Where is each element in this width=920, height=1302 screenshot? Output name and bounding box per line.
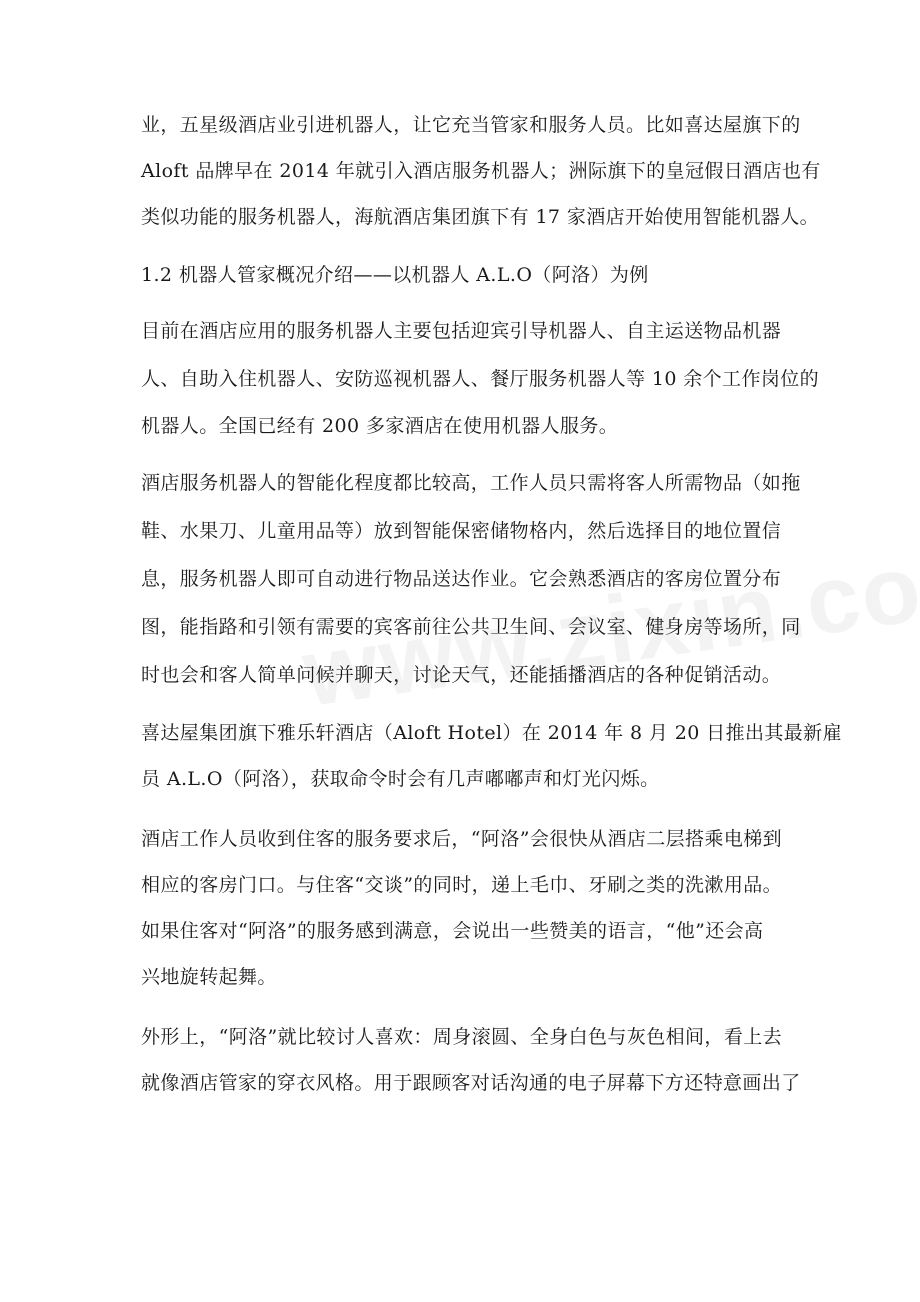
body-text-line: 机器人。全国已经有 200 多家酒店在使用机器人服务。 [141, 415, 619, 437]
body-text-line: 人、自助入住机器人、安防巡视机器人、餐厅服务机器人等 10 余个工作岗位的 [141, 368, 820, 390]
body-text-line: 相应的客房门口。与住客“交谈”的同时，递上毛巾、牙刷之类的洗漱用品。 [141, 874, 783, 896]
body-text-line: 时也会和客人简单问候并聊天，讨论天气，还能插播酒店的各种促销活动。 [141, 664, 782, 686]
body-text-line: 息，服务机器人即可自动进行物品送达作业。它会熟悉酒店的客房位置分布 [141, 568, 782, 590]
body-text-line: 就像酒店管家的穿衣风格。用于跟顾客对话沟通的电子屏幕下方还特意画出了 [141, 1072, 801, 1094]
body-text-line: 鞋、水果刀、儿童用品等）放到智能保密储物格内，然后选择目的地位置信 [141, 520, 782, 542]
section-heading: 1.2 机器人管家概况介绍——以机器人 A.L.O（阿洛）为例 [141, 264, 649, 286]
body-text-line: 图，能指路和引领有需要的宾客前往公共卫生间、会议室、健身房等场所，同 [141, 616, 801, 638]
body-text-line: 喜达屋集团旗下雅乐轩酒店（Aloft Hotel）在 2014 年 8 月 20 日推出其最新雇 [141, 722, 842, 744]
body-text-line: 员 A.L.O（阿洛），获取命令时会有几声嘟嘟声和灯光闪烁。 [141, 768, 660, 790]
body-text-line: Aloft 品牌早在 2014 年就引入酒店服务机器人；洲际旗下的皇冠假日酒店也有 [141, 160, 821, 182]
body-text-line: 类似功能的服务机器人，海航酒店集团旗下有 17 家酒店开始使用智能机器人。 [141, 206, 820, 228]
body-text-line: 如果住客对“阿洛”的服务感到满意，会说出一些赞美的语言，“他”还会高 [141, 920, 764, 942]
body-text-line: 目前在酒店应用的服务机器人主要包括迎宾引导机器人、自主运送物品机器 [141, 320, 782, 342]
body-text-line: 酒店服务机器人的智能化程度都比较高，工作人员只需将客人所需物品（如拖 [141, 472, 801, 494]
body-text-line: 兴地旋转起舞。 [141, 966, 277, 988]
body-text-line: 外形上，“阿洛”就比较讨人喜欢：周身滚圆、全身白色与灰色相间，看上去 [141, 1026, 783, 1048]
body-text-line: 业，五星级酒店业引进机器人，让它充当管家和服务人员。比如喜达屋旗下的 [141, 114, 801, 136]
body-text-line: 酒店工作人员收到住客的服务要求后，“阿洛”会很快从酒店二层搭乘电梯到 [141, 828, 783, 850]
